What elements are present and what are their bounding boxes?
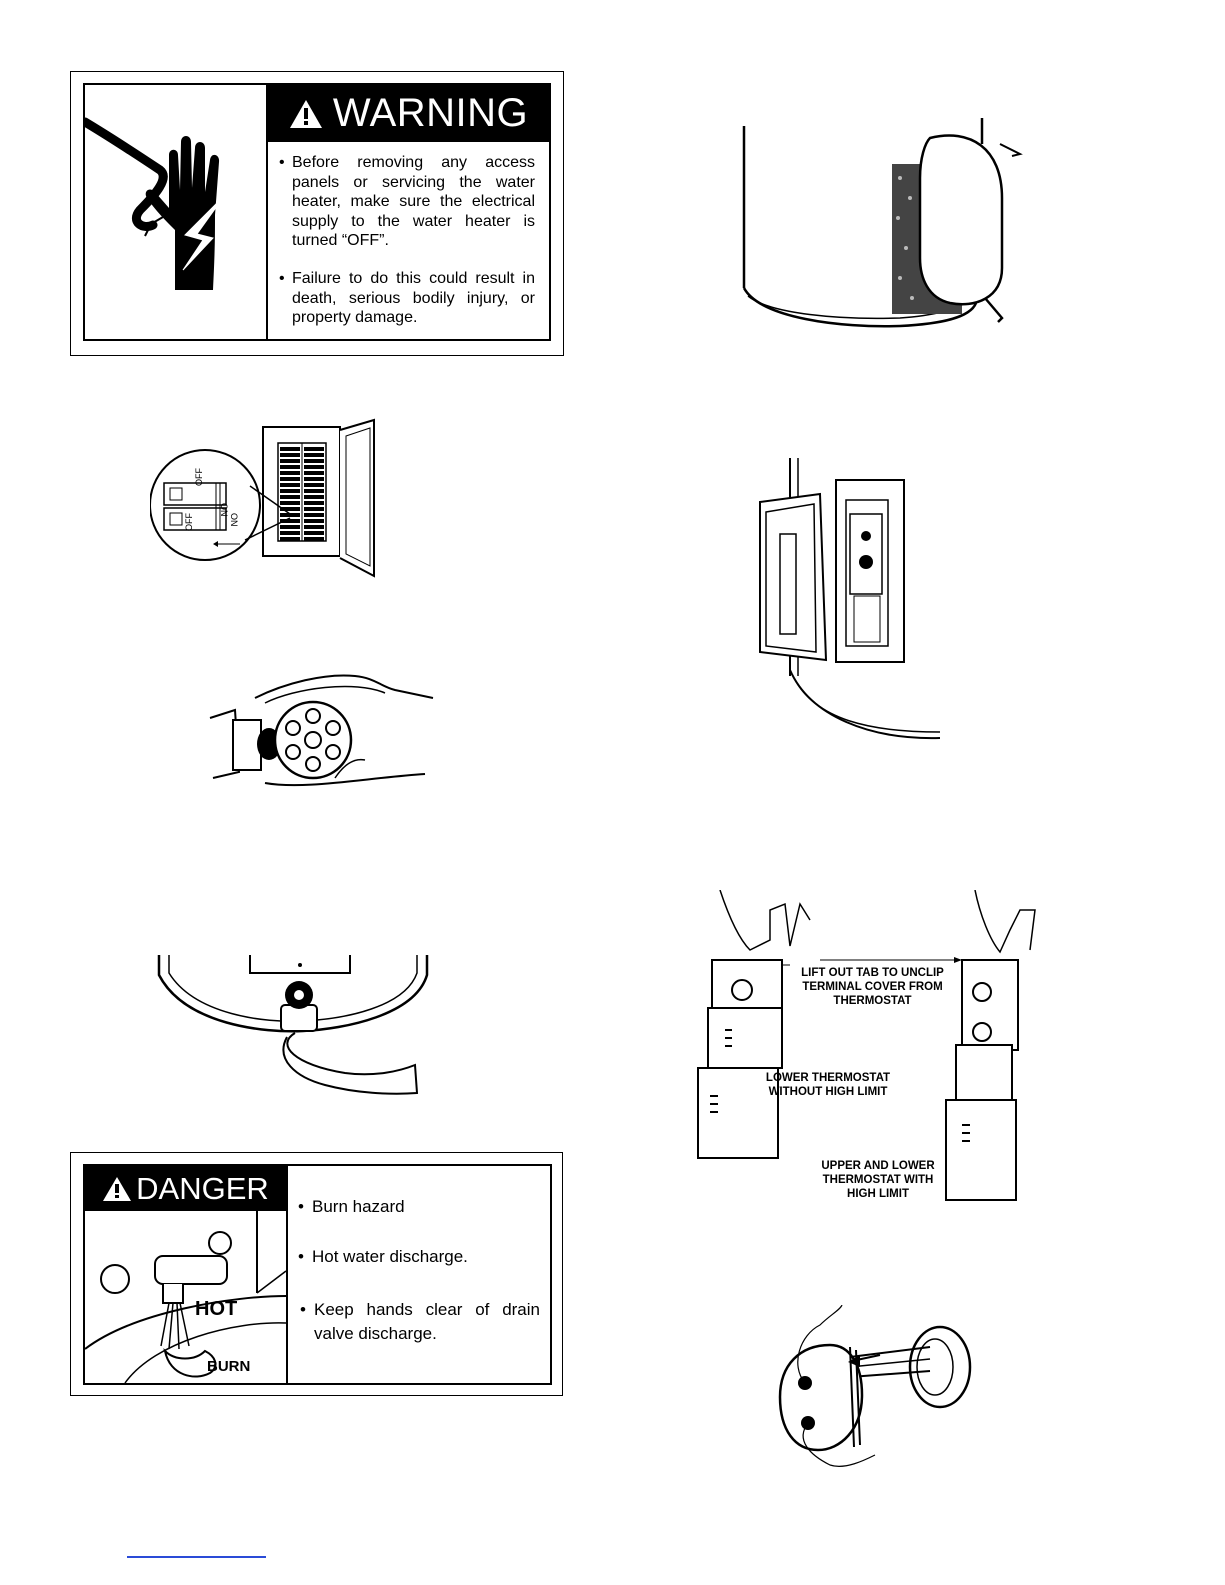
breaker-off-label: OFF [194,468,204,486]
breaker-switch [304,501,324,505]
callout-upper-lower-thermostat: UPPER AND LOWER THERMOSTAT WITH HIGH LIMIT [821,1160,935,1200]
breaker-switch [304,513,324,517]
breaker-switch [280,465,300,469]
bullet-icon: • [298,1247,304,1266]
burn-label: BURN [207,1358,251,1375]
breaker-switch [280,495,300,499]
breaker-switch [304,489,324,493]
valve-handle-illustration [205,668,435,790]
hot-label: HOT [195,1298,238,1320]
heating-element-illustration [770,1305,975,1470]
warning-bullet-2: • Failure to do this could result in death, serious bodily injury, or property damage. [279,270,535,326]
warning-triangle-icon [289,99,323,129]
breaker-switch [304,537,324,541]
callout-lower-thermostat: LOWER THERMOSTAT WITHOUT HIGH LIMIT [765,1072,891,1098]
breaker-switch [304,465,324,469]
breaker-switch [304,519,324,523]
breaker-switch [280,453,300,457]
thermostat-terminal-cover-illustration [690,890,1055,1202]
breaker-switch [280,531,300,535]
breaker-switch [304,453,324,457]
warning-title: WARNING [332,91,529,135]
breaker-switch [304,459,324,463]
danger-header [85,1166,286,1211]
breaker-switch [304,471,324,475]
breaker-switch [280,537,300,541]
breaker-switch [304,525,324,529]
breaker-on-label: ON [229,513,239,527]
hot-water-burn-illustration [85,1211,286,1383]
breaker-switch [280,447,300,451]
access-panel-removal-illustration [740,118,1030,340]
breaker-switch [304,507,324,511]
danger-bullet-2: • Hot water discharge. [312,1245,540,1269]
bullet-icon: • [298,1197,304,1216]
breaker-switch [304,447,324,451]
warning-header [268,85,549,142]
thermostat-access-illustration [750,456,940,746]
breaker-switch [280,525,300,529]
danger-bullet-3: • Keep hands clear of drain valve discharge. [300,1300,540,1343]
danger-title: DANGER [136,1170,269,1206]
bullet-icon: • [279,270,285,287]
callout-lift-tab: LIFT OUT TAB TO UNCLIP TERMINAL COVER FROM THERMOSTAT [801,967,944,1007]
breaker-on-label: ON [219,503,229,517]
breaker-switch [280,459,300,463]
breaker-switch [280,489,300,493]
breaker-switch [304,483,324,487]
breaker-switch [280,471,300,475]
breaker-switch [304,531,324,535]
breaker-switch [280,501,300,505]
breaker-switch [280,477,300,481]
danger-divider [286,1164,288,1385]
danger-bullet-1: • Burn hazard [312,1195,540,1219]
warning-bullet-1: • Before removing any access panels or servicing the water heater, make sure the electrical supply to the water heater is turned “OFF”. [279,154,535,249]
breaker-switch [280,483,300,487]
breaker-switch [304,495,324,499]
breaker-switch [304,477,324,481]
breaker-off-label: OFF [184,513,194,531]
breaker-panel-illustration [150,416,382,578]
footer-link[interactable] [127,1556,266,1558]
bullet-icon: • [300,1300,306,1319]
warning-triangle-icon [102,1176,132,1202]
bullet-icon: • [279,154,285,171]
electric-shock-hand-icon [85,100,263,300]
drain-hose-illustration [155,955,435,1097]
